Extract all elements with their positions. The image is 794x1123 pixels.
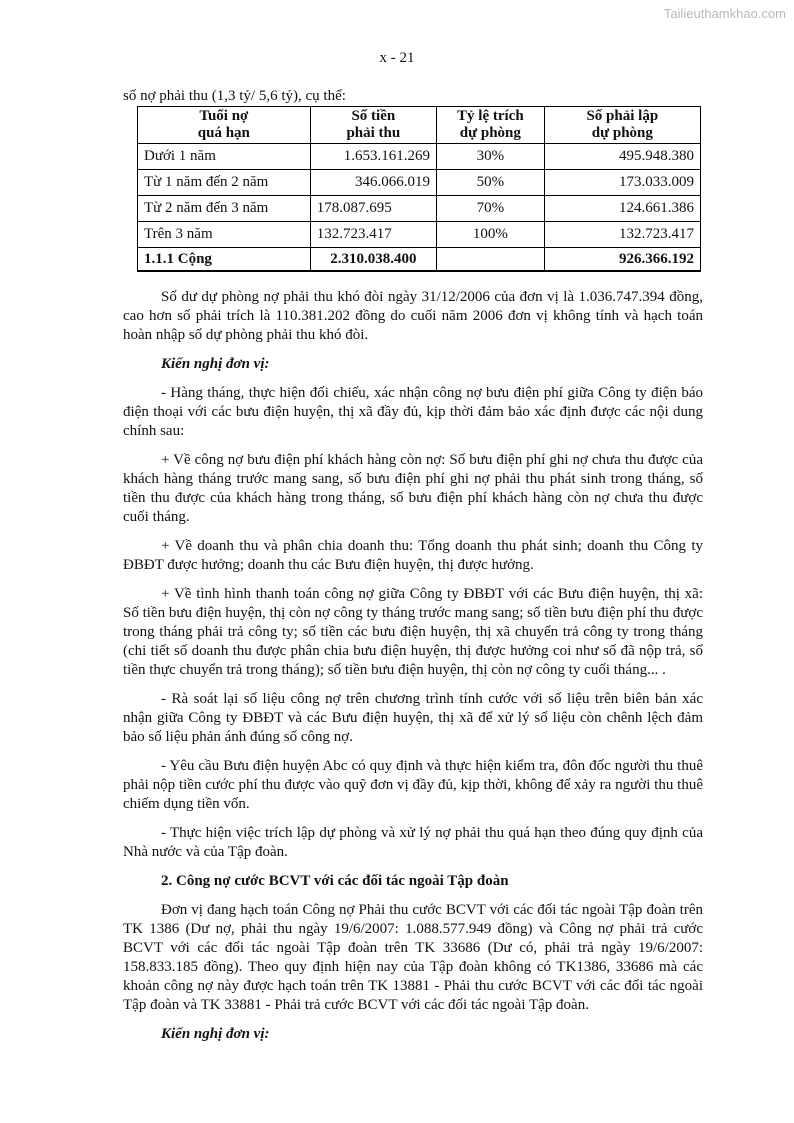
header-amount: Số tiền phải thu (310, 107, 436, 144)
cell-provision: 124.661.386 (544, 196, 700, 222)
cell-provision: 173.033.009 (544, 170, 700, 196)
cell-rate: 30% (437, 144, 545, 170)
section-heading-external-partners: 2. Công nợ cước BCVT với các đối tác ngoài Tập đoàn (161, 873, 509, 889)
cell-amount: 1.653.161.269 (310, 144, 436, 170)
total-provision: 926.366.192 (544, 248, 700, 272)
page-number: x - 21 (379, 50, 415, 66)
header-age: Tuổi nợ quá hạn (138, 107, 311, 144)
cell-age: Dưới 1 năm (138, 144, 311, 170)
header-rate: Tỷ lệ trích dự phòng (437, 107, 545, 144)
cell-provision: 495.948.380 (544, 144, 700, 170)
paragraph-review-data: - Rà soát lại số liệu công nợ trên chương trình tính cước với số liệu trên biên bản xác nhận giữa Công ty ĐBĐT và các Bưu điện huyện, thị xã để xử lý số liệu còn chênh lệch đảm bảo số liệu phản ánh đúng số công nợ. (123, 691, 703, 745)
cell-rate: 50% (437, 170, 545, 196)
paragraph-provision-rules: - Thực hiện việc trích lập dự phòng và xử lý nợ phải thu quá hạn theo đúng quy định của Nhà nước và của Tập đoàn. (123, 825, 703, 860)
cell-rate: 70% (437, 196, 545, 222)
table-header-row (138, 107, 701, 144)
cell-age: Trên 3 năm (138, 222, 311, 248)
total-label: 1.1.1 Cộng (138, 248, 311, 272)
paragraph-collector-control: - Yêu cầu Bưu điện huyện Abc có quy định và thực hiện kiểm tra, đôn đốc người thu thuê phải nộp tiền cước phí thu được vào quỹ đơn vị đầy đủ, kịp thời, không để xảy ra người thu thuê chiếm dụng tiền vốn. (123, 758, 703, 812)
paragraph-provision-balance: Số dư dự phòng nợ phải thu khó đòi ngày 31/12/2006 của đơn vị là 1.036.747.394 đồng, cao hơn số phải trích là 110.381.202 đồng do cuối năm 2006 đơn vị không tính và hạch toán hoàn nhập số dự phòng phải thu khó đòi. (123, 289, 703, 343)
cell-provision: 132.723.417 (544, 222, 700, 248)
table-row (138, 222, 701, 248)
heading-recommendation: Kiến nghị đơn vị: (161, 356, 270, 372)
total-amount: 2.310.038.400 (310, 248, 436, 272)
cell-rate: 100% (437, 222, 545, 248)
table-row (138, 196, 701, 222)
document-body (123, 87, 703, 1044)
watermark: Tailieuthamkhao.com (663, 6, 786, 21)
cell-age: Từ 1 năm đến 2 năm (138, 170, 311, 196)
paragraph-customer-debt: + Về công nợ bưu điện phí khách hàng còn nợ: Số bưu điện phí ghi nợ chưa thu được của khách hàng tháng trước mang sang, số bưu điện phí ghi nợ phải thu phát sinh trong tháng, số tiền thu được của khách hàng trong tháng, số bưu điện phí khách hàng còn nợ chưa thu được cuối tháng. (123, 452, 703, 525)
total-rate (437, 248, 545, 272)
cell-amount: 132.723.417 (310, 222, 436, 248)
paragraph-monthly-reconciliation: - Hàng tháng, thực hiện đối chiếu, xác nhận công nợ bưu điện phí giữa Công ty điện báo điện thoại với các bưu điện huyện, thị xã đầy đủ, kịp thời đảm bảo xác định được các nội dung chính sau: (123, 385, 703, 439)
provision-table (137, 106, 701, 272)
header-provision: Số phải lập dự phòng (544, 107, 700, 144)
cell-amount: 178.087.695 (310, 196, 436, 222)
table-total-row (138, 248, 701, 272)
intro-line: số nợ phải thu (1,3 tỷ/ 5,6 tỷ), cụ thể: (123, 88, 346, 104)
table-row (138, 144, 701, 170)
paragraph-revenue-split: + Về doanh thu và phân chia doanh thu: Tổng doanh thu phát sinh; doanh thu Công ty ĐBĐT được hưởng; doanh thu các Bưu điện huyện, thị được hưởng. (123, 538, 703, 573)
cell-age: Từ 2 năm đến 3 năm (138, 196, 311, 222)
cell-amount: 346.066.019 (310, 170, 436, 196)
heading-recommendation-2: Kiến nghị đơn vị: (161, 1026, 270, 1042)
table-row (138, 170, 701, 196)
paragraph-payment-status: + Về tình hình thanh toán công nợ giữa Công ty ĐBĐT với các Bưu điện huyện, thị xã: Số tiền bưu điện huyện, thị còn nợ công ty tháng trước mang sang; số tiền bưu điện phí thu được trong tháng phải trả công ty; số tiền các bưu điện huyện, thị xã chuyển trả công ty trong tháng (chi tiết số doanh thu được phân chia bưu điện huyện, thị được hưởng coi như số đã nộp trả, số tiền thực chuyển trả trong tháng); số tiền bưu điện huyện, thị còn nợ công ty cuối tháng... . (123, 586, 703, 678)
paragraph-external-accounts: Đơn vị đang hạch toán Công nợ Phải thu cước BCVT với các đối tác ngoài Tập đoàn trên TK 1386 (Dư nợ, phải thu ngày 19/6/2007: 1.088.577.949 đồng) và Công nợ phải trả cước BCVT với các đối tác ngoài Tập đoàn trên TK 33686 (Dư có, phải trả ngày 19/6/2007: 158.833.185 đồng). Theo quy định hiện nay của Tập đoàn không có TK1386, 33686 mà các khoản công nợ này được hạch toán trên TK 13881 - Phải thu cước BCVT với các đối tác ngoài Tập đoàn và TK 33881 - Phải trả cước BCVT với các đối tác ngoài Tập đoàn. (123, 902, 703, 1013)
